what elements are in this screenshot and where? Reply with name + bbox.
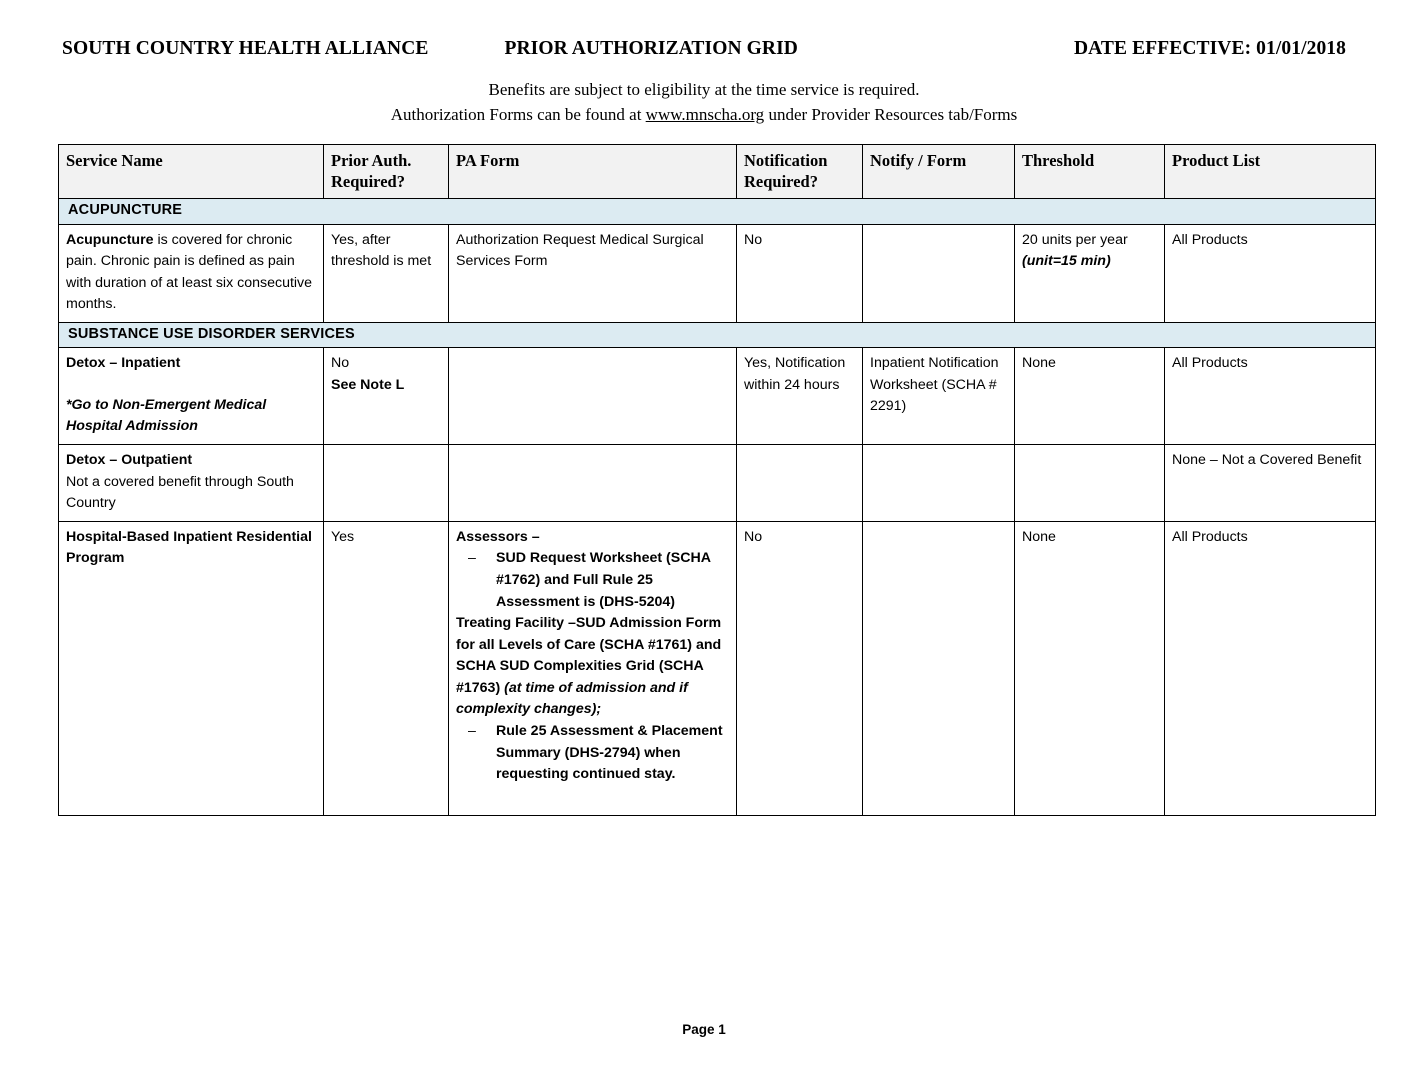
cell-service-name [59, 348, 324, 445]
section-title: SUBSTANCE USE DISORDER SERVICES [59, 322, 1376, 347]
document-title: PRIOR AUTHORIZATION GRID [504, 38, 798, 59]
pa-form-paragraph-italic: (at time of admission and if complexity changes); [456, 679, 688, 718]
prior-authorization-grid [58, 144, 1375, 816]
table-row [59, 348, 1376, 445]
cell-prior-auth: Yes [324, 521, 449, 815]
column-header-notification-required: Notification Required? [737, 145, 863, 199]
subtitle-prefix: Authorization Forms can be found at [390, 105, 646, 124]
threshold-value: 20 units per year [1022, 231, 1128, 248]
cell-pa-form: Authorization Request Medical Surgical Services Form [449, 224, 737, 322]
service-name-note: *Go to Non-Emergent Medical Hospital Admission [66, 396, 267, 435]
date-effective: DATE EFFECTIVE: 01/01/2018 [1073, 38, 1346, 59]
column-header-threshold: Threshold [1015, 145, 1165, 199]
section-header-acupuncture [59, 199, 1376, 224]
cell-notification: No [737, 224, 863, 322]
cell-pa-form [449, 348, 737, 445]
table-row [59, 224, 1376, 322]
pa-form-heading: Assessors – [456, 528, 540, 545]
spacer [66, 375, 317, 395]
cell-product-list: None – Not a Covered Benefit [1165, 445, 1376, 522]
service-name-bold: Detox – Outpatient [66, 452, 193, 469]
cell-prior-auth [324, 348, 449, 445]
cell-pa-form [449, 445, 737, 522]
column-header-service-name: Service Name [59, 145, 324, 199]
page-footer: Page 1 [682, 1022, 726, 1037]
prior-auth-value: No [331, 355, 350, 372]
organization-name: SOUTH COUNTRY HEALTH ALLIANCE [62, 38, 429, 59]
service-name-bold: Hospital-Based Inpatient Residential Program [66, 528, 312, 567]
cell-pa-form [449, 521, 737, 815]
pa-form-paragraph-text: Treating Facility –SUD Admission Form for all Levels of Care (SCHA #1761) and SCHA SUD Complexities Grid (SCHA #1763) [456, 615, 722, 696]
column-header-notify-form: Notify / Form [863, 145, 1015, 199]
pa-form-list-top [456, 548, 730, 613]
cell-notify-form: Inpatient Notification Worksheet (SCHA # 2291) [863, 348, 1015, 445]
cell-product-list: All Products [1165, 521, 1376, 815]
cell-notification: No [737, 521, 863, 815]
cell-service-name [59, 224, 324, 322]
table-header-row [59, 145, 1376, 199]
column-header-pa-form: PA Form [449, 145, 737, 199]
prior-auth-note: See Note L [331, 376, 405, 393]
cell-notification: Yes, Notification within 24 hours [737, 348, 863, 445]
service-name-bold: Detox – Inpatient [66, 355, 181, 372]
list-item: – Rule 25 Assessment & Placement Summary (DHS-2794) when requesting continued stay. [456, 721, 730, 786]
document-header [62, 38, 1346, 66]
cell-product-list: All Products [1165, 348, 1376, 445]
cell-service-name [59, 521, 324, 815]
cell-notify-form [863, 521, 1015, 815]
service-name-bold: Acupuncture [66, 231, 154, 248]
mnscha-website-link[interactable]: www.mnscha.org [645, 105, 765, 124]
service-name-rest: Not a covered benefit through South Country [66, 473, 294, 512]
cell-notification [737, 445, 863, 522]
list-item: – SUD Request Worksheet (SCHA #1762) and Full Rule 25 Assessment is (DHS-5204) [456, 548, 730, 613]
subtitle-suffix: under Provider Resources tab/Forms [764, 105, 1018, 124]
cell-prior-auth [324, 445, 449, 522]
cell-threshold [1015, 445, 1165, 522]
column-header-product-list: Product List [1165, 145, 1376, 199]
section-title: ACUPUNCTURE [59, 199, 1376, 224]
cell-threshold [1015, 224, 1165, 322]
cell-threshold: None [1015, 521, 1165, 815]
pa-form-paragraph [456, 613, 730, 721]
table-row [59, 445, 1376, 522]
cell-threshold: None [1015, 348, 1165, 445]
cell-prior-auth: Yes, after threshold is met [324, 224, 449, 322]
pa-form-list-bottom [456, 721, 730, 786]
service-name-rest: is covered for chronic pain. Chronic pain is defined as pain with duration of at least six consecutive months. [66, 231, 313, 313]
subtitle-forms-location [0, 105, 1408, 125]
column-header-prior-auth-required: Prior Auth. Required? [324, 145, 449, 199]
subtitle-eligibility: Benefits are subject to eligibility at the time service is required. [488, 80, 920, 99]
cell-product-list: All Products [1165, 224, 1376, 322]
threshold-unit-note: (unit=15 min) [1022, 253, 1111, 270]
cell-notify-form [863, 224, 1015, 322]
cell-service-name [59, 445, 324, 522]
section-header-substance-use-disorder [59, 322, 1376, 347]
table-row [59, 521, 1376, 815]
cell-notify-form [863, 445, 1015, 522]
